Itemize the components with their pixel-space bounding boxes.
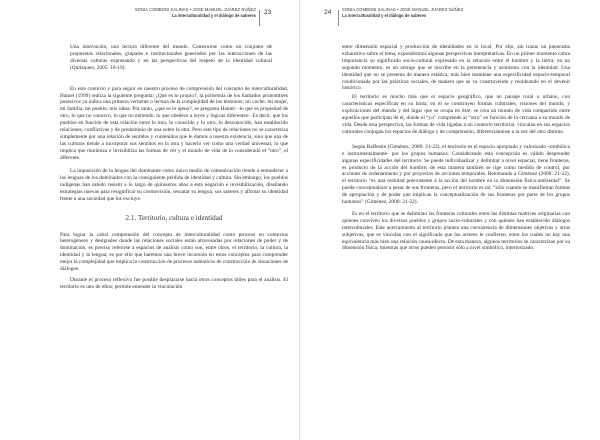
- left-page-header: [0, 7, 300, 33]
- left-header-authors: SONIA COMBONI SALINAS • JOSÉ MANUEL JUÁREZ NÚÑEZ: [134, 7, 256, 12]
- left-running-head: [86, 7, 256, 19]
- right-page-number: 24: [324, 9, 332, 16]
- right-page-header: [300, 7, 600, 33]
- paragraph: Según Raffestin (Giménez, 2000: 21-22), el territorio es el espacio apropiado y valorizado -simbólica e instrumentalmente- por los grupos humanos. Considerando esta concepción es válido desprender algunas especificidades del territorio. Se puede individualizar y delimitar a nivel espacial, tiene fronteras, es producto de la acción del hombre; de esta manera también se rige como medida de control, por acciones de ordenamiento y por proyectos de acciones temporales. Retomando a Giménez (2000: 21-22), el territorio “es una realidad preexistente a la acción del hombre en la dimensión físico-ambiental”. Se puede conceptualizar a pesar de sus fronteras, pero el territorio es tal, “sólo cuando se manifiestan formas de apropiación y de poder que implican la conceptualización de sus fronteras por parte de los grupos humanos” (Giménez, 2000: 21-22).: [342, 143, 570, 206]
- paragraph: Para lograr la cabal comprensión del concepto de interculturalidad como proceso en contextos heterogéneos y desiguales donde las relaciones sociales están atravesadas por relaciones de poder y de dominación, es preciso referirse a espacios de análisis como son, entre otros, el territorio, la cultura, la identidad y la lengua; es por ello que haremos una breve incursión en estos conceptos para comprender mejor la complejidad que implica la construcción de procesos auténticos de construcción de situaciones de diálogos.: [60, 231, 288, 273]
- right-header-title: La interculturalidad y el diálogo de saberes: [342, 13, 427, 18]
- block-quote: Una innovación, una lectura diferente del mundo. Construirse como un conjunto de propuestas relacionales, grupales e institucionales generados por las interacciones de las diversas culturas expresando y en las perspectivas del respeto de la identidad cultural (Quilaqueo, 2005: 18-19).: [70, 44, 272, 71]
- right-page-body: [342, 44, 570, 252]
- paragraph: entre dimensión espacial y producción de identidades en lo local. Por ello, sin trazar un panorama exhaustivo sobre el tema, expondremos algunas perspectivas interpretativas. En un primer momento cobra importancia su significado socio-cultural expresado en la relación entre el hombre y la tierra; en un segundo momento, es un arraigo que se inscribe en la pertenencia y asimismo con la identidad. Una identidad que no se presenta de manera estática, más bien mantiene una especificidad espacio-temporal condicionada por las prácticas sociales, de manera que se va construyendo y moldeando en el devenir histórico.: [342, 44, 570, 92]
- left-page-number: 23: [264, 9, 272, 16]
- left-header-rule: [259, 10, 260, 26]
- paragraph: El territorio es mucho más que el espacio geográfico, que un paisaje rural o urbano, con características específicas en su biota; en él se construyen formas culturales, visiones del mundo, y explicaciones del mundo y del lugar que se ocupa en éste; se crea un mundo de vida compartido entre aquellos que participan de él, donde el “yo” comprende al “otro” en función de la cercanía a su mundo de vida. Desde esta perspectiva, las formas de vida ligadas a un contexto territorial, vinculan en sus espacios culturales conjugan los espacios de diálogo y de comprensión, diferenciándose a la vez del otro distinto.: [342, 94, 570, 135]
- right-running-head: [342, 7, 512, 19]
- right-page: [300, 0, 600, 440]
- paragraph: En este contexto y para seguir en nuestro proceso de comprensión del concepto de interculturalidad, Hamel (1999) realiza la siguiente pregunta: ¿Qué es lo propio?, la polisemia de los llamados pronombres posesivos ya indica una primera vertiente o lectura de la complejidad de los términos; mi coche, mi mujer, mi familia, mi pueblo, mis ideas. Por tanto, ¿qué es lo ajeno?, se pregunta Hamel: -lo que es propiedad de otro, lo que no conozco, lo que no entiendo, lo que obedece a leyes y lógicas diferentes-. Es decir, que los pueblos en función de esta relación entre lo mío, lo conocido y lo otro, lo desconocido, han establecido relaciones, conflictivas y de predominio de una sobre la otra. Pero este tipo de relaciones no se caracteriza simplemente por una relación de sentidos y contenidos que le damos a nuestra existencia, sino que una de las culturas tiende a incorporar sus sentidos en la otra y hacerlo ver como una verdad universal, lo que implica que minimiza e invisibiliza las formas de ver y el mundo de vida de lo considerado el “otro”, el diferente.: [60, 85, 288, 161]
- left-header-title: La interculturalidad y el diálogo de saberes: [171, 13, 256, 18]
- section-heading: 2.1. Territorio, cultura e identidad: [125, 213, 223, 222]
- right-header-authors: SONIA COMBONI SALINAS • JOSÉ MANUEL JUÁREZ NÚÑEZ: [342, 7, 464, 12]
- paragraph: Es en el territorio que se delimitan las fronteras culturales entre las distintas matrices originarias con quienes conviven los diversos pueblos y grupos socio-culturales y con quienes han establecido diálogos interculturales. Este acercamiento al territorio plantea una coexistencia de dimensiones objetivas y otras subjetivas, que se vinculan con el significado que los actores le confieren, entre los cuales no hay una equivalencia más bien una relación causa-efecto. De esta manera, algunos territorios se caracterizan por su dimensión física, mientras que otros pueden persistir sólo a nivel simbólico, interiorizado.: [342, 210, 570, 252]
- right-header-rule: [338, 10, 339, 26]
- paragraph: La imposición de la lengua del dominante como único medio de comunicación tiende a enmudecer a las lenguas de los dominados con la consiguiente pérdida de identidad y cultura. Sin embargo, los pueblos indígenas han sabido resistir a lo largo de quinientos años a esta negación e invisibilización, diseñando estrategias nuevas para resignificar su cosmovisión, rescatar su lengua, sus saberes y afirmar su identidad frente a una sociedad que los excluye.: [60, 168, 288, 202]
- paragraph: Durante el proceso reflexivo fue posible desplazarse hacia otros conceptos útiles para el análisis. El territorio es uno de ellos; permite entender la vinculación: [60, 276, 288, 290]
- left-page-body: [60, 44, 288, 291]
